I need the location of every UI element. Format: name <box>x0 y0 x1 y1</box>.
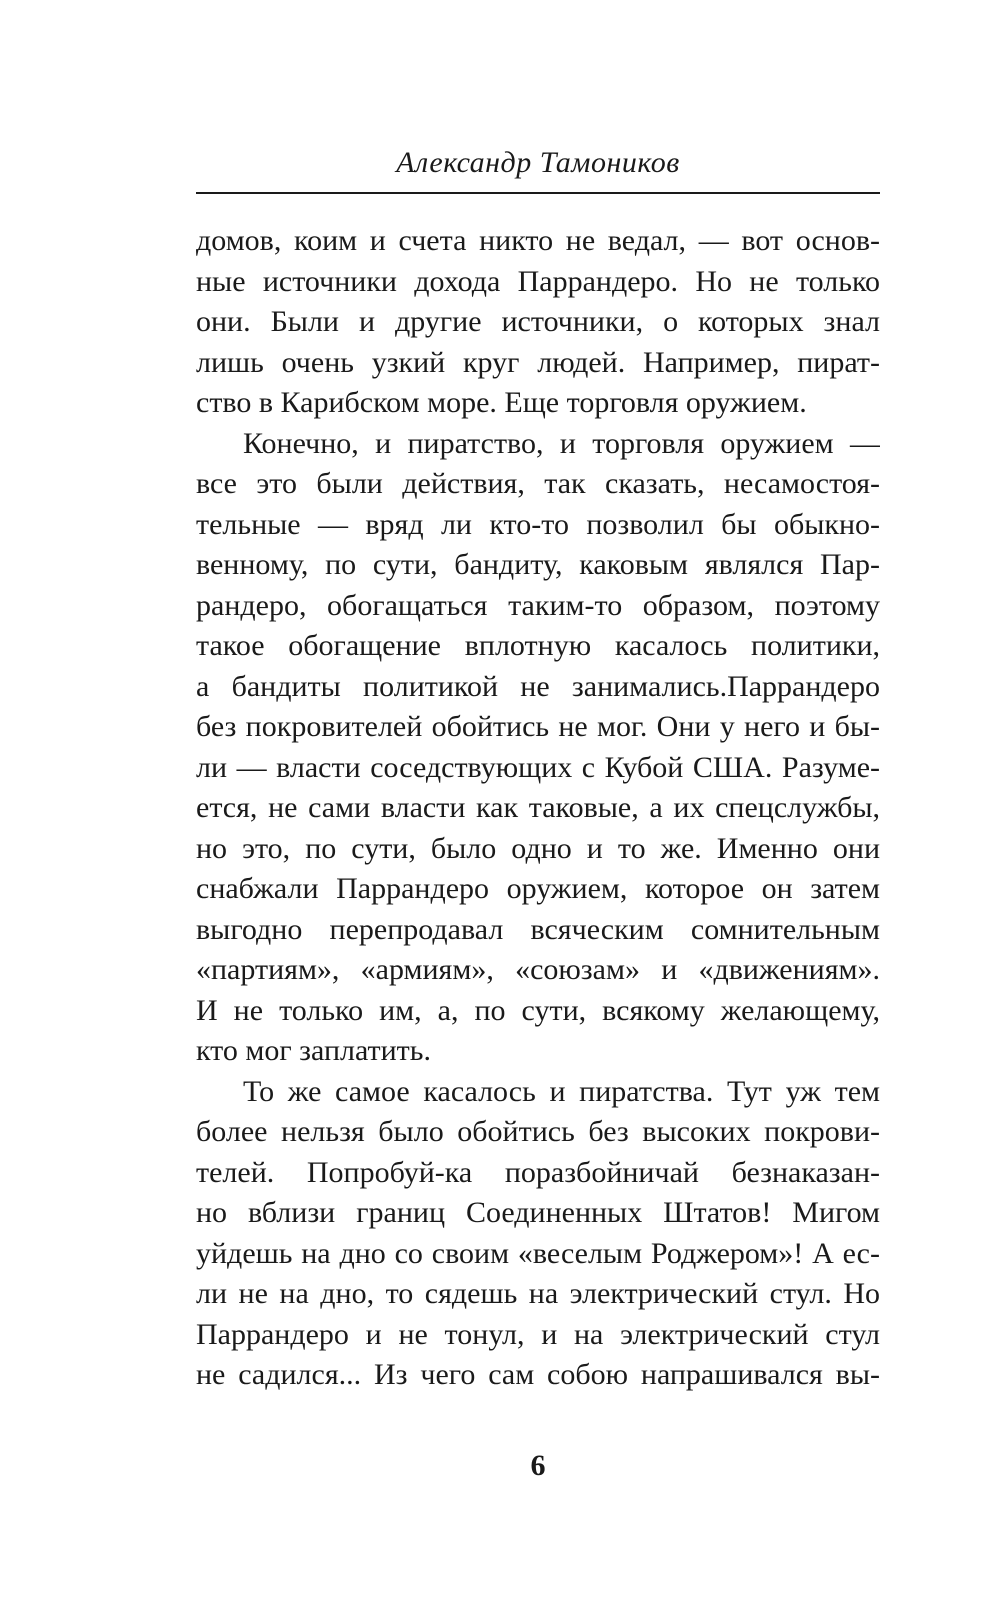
text-line-paragraph-start: Конечно, и пиратство, и торговля оружием — <box>243 426 880 460</box>
text-line: телей. Попробуй-ка поразбойничай безнаказан- <box>196 1155 880 1189</box>
text-line: домов, коим и счета никто не ведал, — вот основ- <box>196 224 880 257</box>
text-line: а бандиты политикой не занимались.Паррандеро <box>196 669 880 703</box>
text-line: ные источники дохода Паррандеро. Но не только <box>196 264 880 298</box>
text-line: рандеро, обогащаться таким-то образом, поэтому <box>196 588 880 622</box>
running-head-author: Александр Тамоников <box>396 146 680 179</box>
text-line: ство в Карибском море. Еще торговля оружием. <box>196 386 807 419</box>
text-line: но это, по сути, было одно и то же. Именно они <box>196 831 880 865</box>
text-line: такое обогащение вплотную касалось политики, <box>196 629 880 662</box>
text-line: не садился... Из чего сам собою напрашивался вы- <box>196 1358 880 1391</box>
text-line: ется, не сами власти как таковые, а их спецслужбы, <box>196 791 880 824</box>
text-line: ли не на дно, то сядешь на электрический стул. Но <box>196 1277 880 1310</box>
text-line: выгодно перепродавал всяческим сомнительным <box>196 912 880 946</box>
text-line: тельные — вряд ли кто-то позволил бы обыкно- <box>196 507 880 541</box>
text-line: но вблизи границ Соединенных Штатов! Мигом <box>196 1196 880 1229</box>
text-line: они. Были и другие источники, о которых знал <box>196 305 880 338</box>
text-line: без покровителей обойтись не мог. Они у него и бы- <box>196 710 880 743</box>
text-line: венному, по сути, бандиту, каковым являлся Пар- <box>196 548 880 581</box>
text-line: ли — власти соседствующих с Кубой США. Разуме- <box>196 750 880 784</box>
text-line: уйдешь на дно со своим «веселым Роджером»! А ес- <box>196 1236 880 1270</box>
text-line: «партиям», «армиям», «союзам» и «движениям». <box>196 953 880 986</box>
text-line: кто мог заплатить. <box>196 1034 431 1067</box>
text-line: лишь очень узкий круг людей. Например, пират- <box>196 345 880 379</box>
text-line: все это были действия, так сказать, несамостоя- <box>196 467 880 500</box>
page-number: 6 <box>530 1449 546 1482</box>
text-line: снабжали Паррандеро оружием, которое он затем <box>196 872 880 905</box>
text-line: И не только им, а, по сути, всякому желающему, <box>196 993 880 1027</box>
body-text <box>196 221 880 1396</box>
text-line: Паррандеро и не тонул, и на электрический стул <box>196 1317 880 1351</box>
header-rule <box>196 192 880 194</box>
text-line-paragraph-start: То же самое касалось и пиратства. Тут уж тем <box>243 1074 880 1108</box>
text-line: более нельзя было обойтись без высоких покрови- <box>196 1115 880 1148</box>
